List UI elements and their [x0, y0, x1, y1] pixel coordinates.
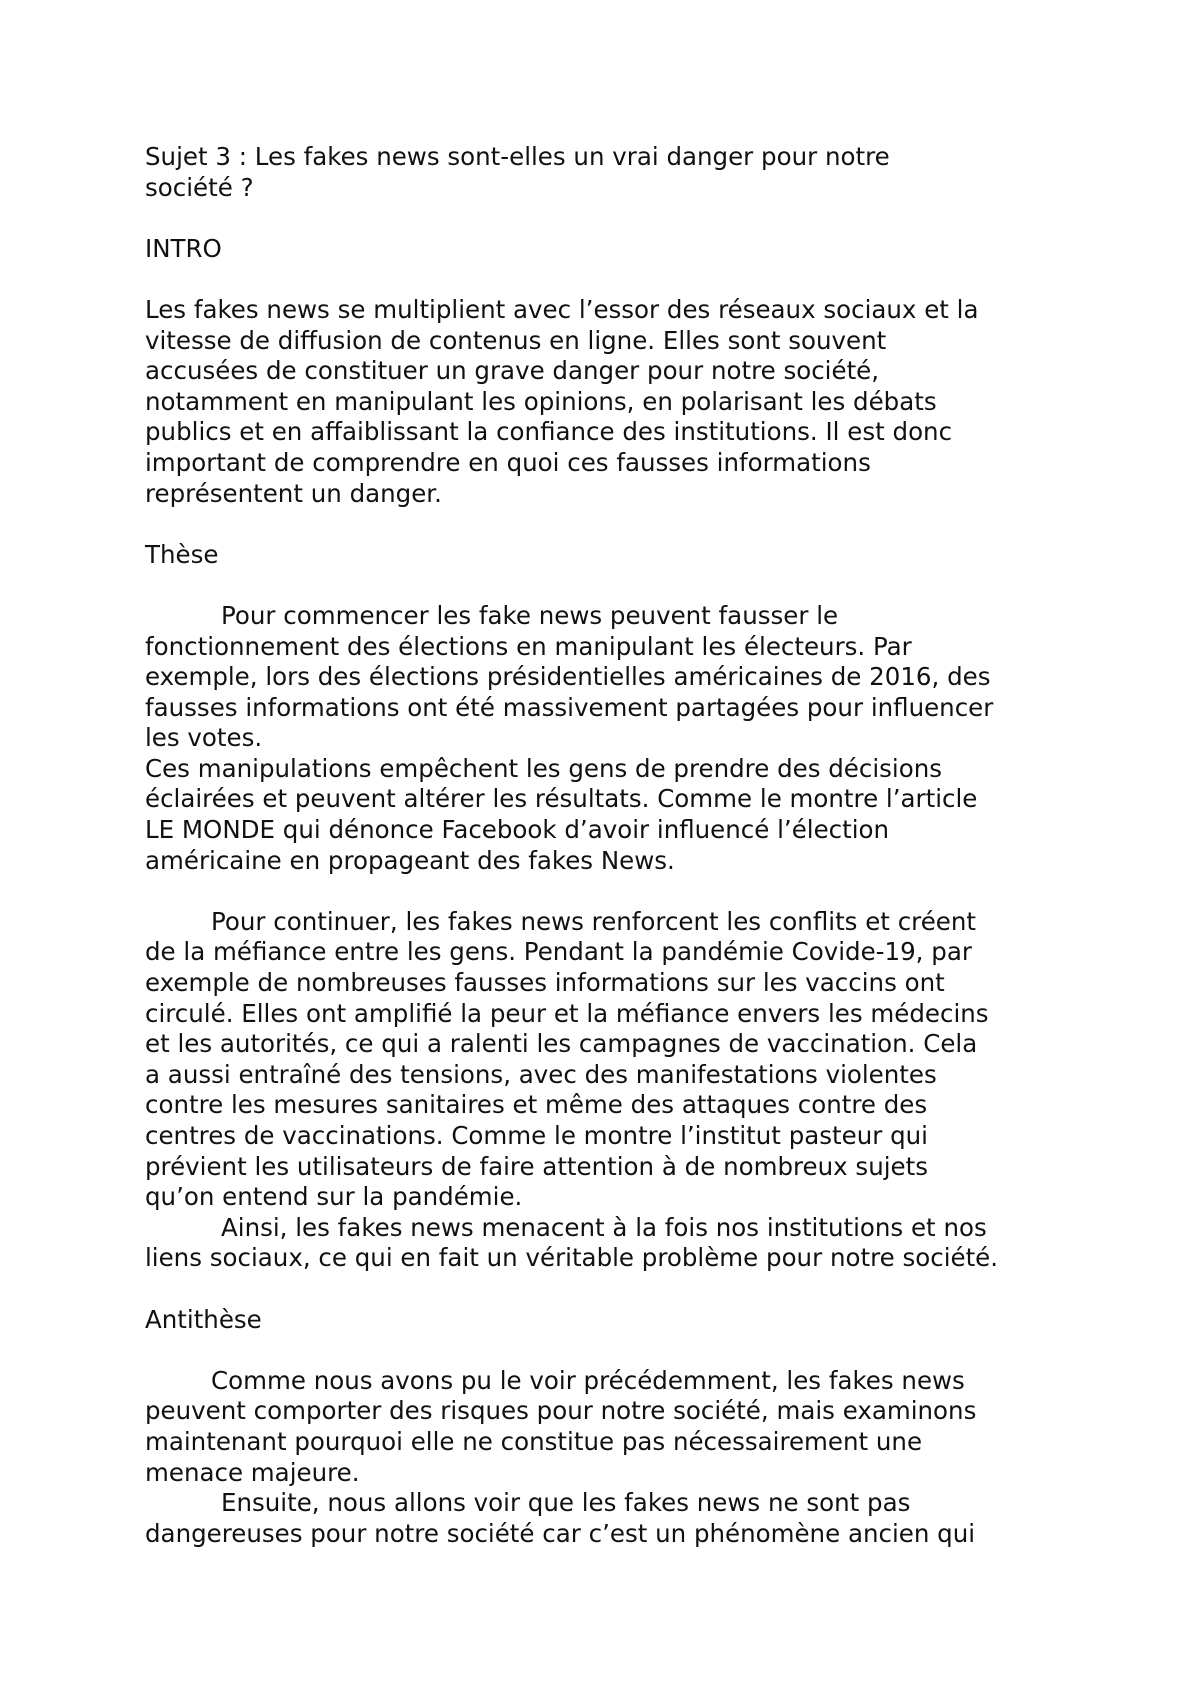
- text-line: important de comprendre en quoi ces fausses informations: [145, 447, 871, 477]
- text-line: circulé. Elles ont amplifié la peur et la méfiance envers les médecins: [145, 998, 989, 1028]
- text-line: accusées de constituer un grave danger pour notre société,: [145, 356, 880, 386]
- text-line: les votes.: [145, 723, 263, 753]
- text-line: liens sociaux, ce qui en fait un véritable problème pour notre société.: [145, 1243, 999, 1273]
- text-line: Ces manipulations empêchent les gens de prendre des décisions: [145, 753, 943, 783]
- these-conclusion: [145, 1213, 1085, 1274]
- spacer: [145, 876, 1085, 907]
- text-line: américaine en propageant des fakes News.: [145, 845, 675, 875]
- text-line: maintenant pourquoi elle ne constitue pas nécessairement une: [145, 1426, 923, 1456]
- antithese-paragraph-2: [145, 1488, 1085, 1549]
- text-line: publics et en affaiblissant la confiance des institutions. Il est donc: [145, 417, 953, 447]
- text-line: éclairées et peuvent altérer les résultats. Comme le montre l’article: [145, 784, 978, 814]
- text-line: Ainsi, les fakes news menacent à la fois nos institutions et nos: [221, 1212, 987, 1242]
- text-line: dangereuses pour notre société car c’est un phénomène ancien qui: [145, 1518, 976, 1548]
- text-line: LE MONDE qui dénonce Facebook d’avoir influencé l’élection: [145, 815, 890, 845]
- spacer: [145, 1335, 1085, 1366]
- antithese-heading: Antithèse: [145, 1304, 262, 1334]
- spacer: [145, 509, 1085, 540]
- text-line: vitesse de diffusion de contenus en ligne. Elles sont souvent: [145, 325, 887, 355]
- title-line: Sujet 3 : Les fakes news sont-elles un vrai danger pour notre: [145, 142, 890, 171]
- text-line: prévient les utilisateurs de faire attention à de nombreux sujets: [145, 1151, 928, 1181]
- text-line: qu’on entend sur la pandémie.: [145, 1182, 523, 1212]
- these-paragraph-2: [145, 907, 1085, 1213]
- title-line: société ?: [145, 172, 254, 202]
- document-page: [145, 142, 1085, 1549]
- text-line: fonctionnement des élections en manipulant les électeurs. Par: [145, 631, 912, 661]
- text-line: Pour commencer les fake news peuvent fausser le: [221, 600, 839, 630]
- text-line: Ensuite, nous allons voir que les fakes news ne sont pas: [221, 1488, 911, 1518]
- text-line: Comme nous avons pu le voir précédemment, les fakes news: [211, 1365, 965, 1395]
- text-line: menace majeure.: [145, 1457, 360, 1487]
- these-paragraph-1: [145, 601, 1085, 876]
- text-line: a aussi entraîné des tensions, avec des manifestations violentes: [145, 1059, 937, 1089]
- text-line: contre les mesures sanitaires et même des attaques contre des: [145, 1090, 928, 1120]
- intro-heading: INTRO: [145, 233, 222, 263]
- spacer: [145, 264, 1085, 295]
- text-line: exemple, lors des élections présidentielles américaines de 2016, des: [145, 662, 991, 692]
- text-line: centres de vaccinations. Comme le montre l’institut pasteur qui: [145, 1121, 928, 1150]
- text-line: représentent un danger.: [145, 478, 442, 508]
- text-line: et les autorités, ce qui a ralenti les campagnes de vaccination. Cela: [145, 1029, 978, 1059]
- antithese-paragraph-1: [145, 1366, 1085, 1488]
- spacer: [145, 203, 1085, 234]
- these-heading: Thèse: [145, 539, 219, 569]
- text-line: de la méfiance entre les gens. Pendant la pandémie Covide-19, par: [145, 937, 972, 967]
- spacer: [145, 570, 1085, 601]
- text-line: Pour continuer, les fakes news renforcent les conflits et créent: [211, 906, 976, 936]
- text-line: fausses informations ont été massivement partagées pour influencer: [145, 692, 994, 722]
- intro-paragraph: [145, 295, 1085, 509]
- text-line: notamment en manipulant les opinions, en polarisant les débats: [145, 386, 937, 416]
- text-line: peuvent comporter des risques pour notre société, mais examinons: [145, 1396, 977, 1426]
- text-line: exemple de nombreuses fausses informations sur les vaccins ont: [145, 968, 945, 998]
- text-line: Les fakes news se multiplient avec l’essor des réseaux sociaux et la: [145, 294, 979, 324]
- spacer: [145, 1274, 1085, 1305]
- document-title: [145, 142, 1085, 203]
